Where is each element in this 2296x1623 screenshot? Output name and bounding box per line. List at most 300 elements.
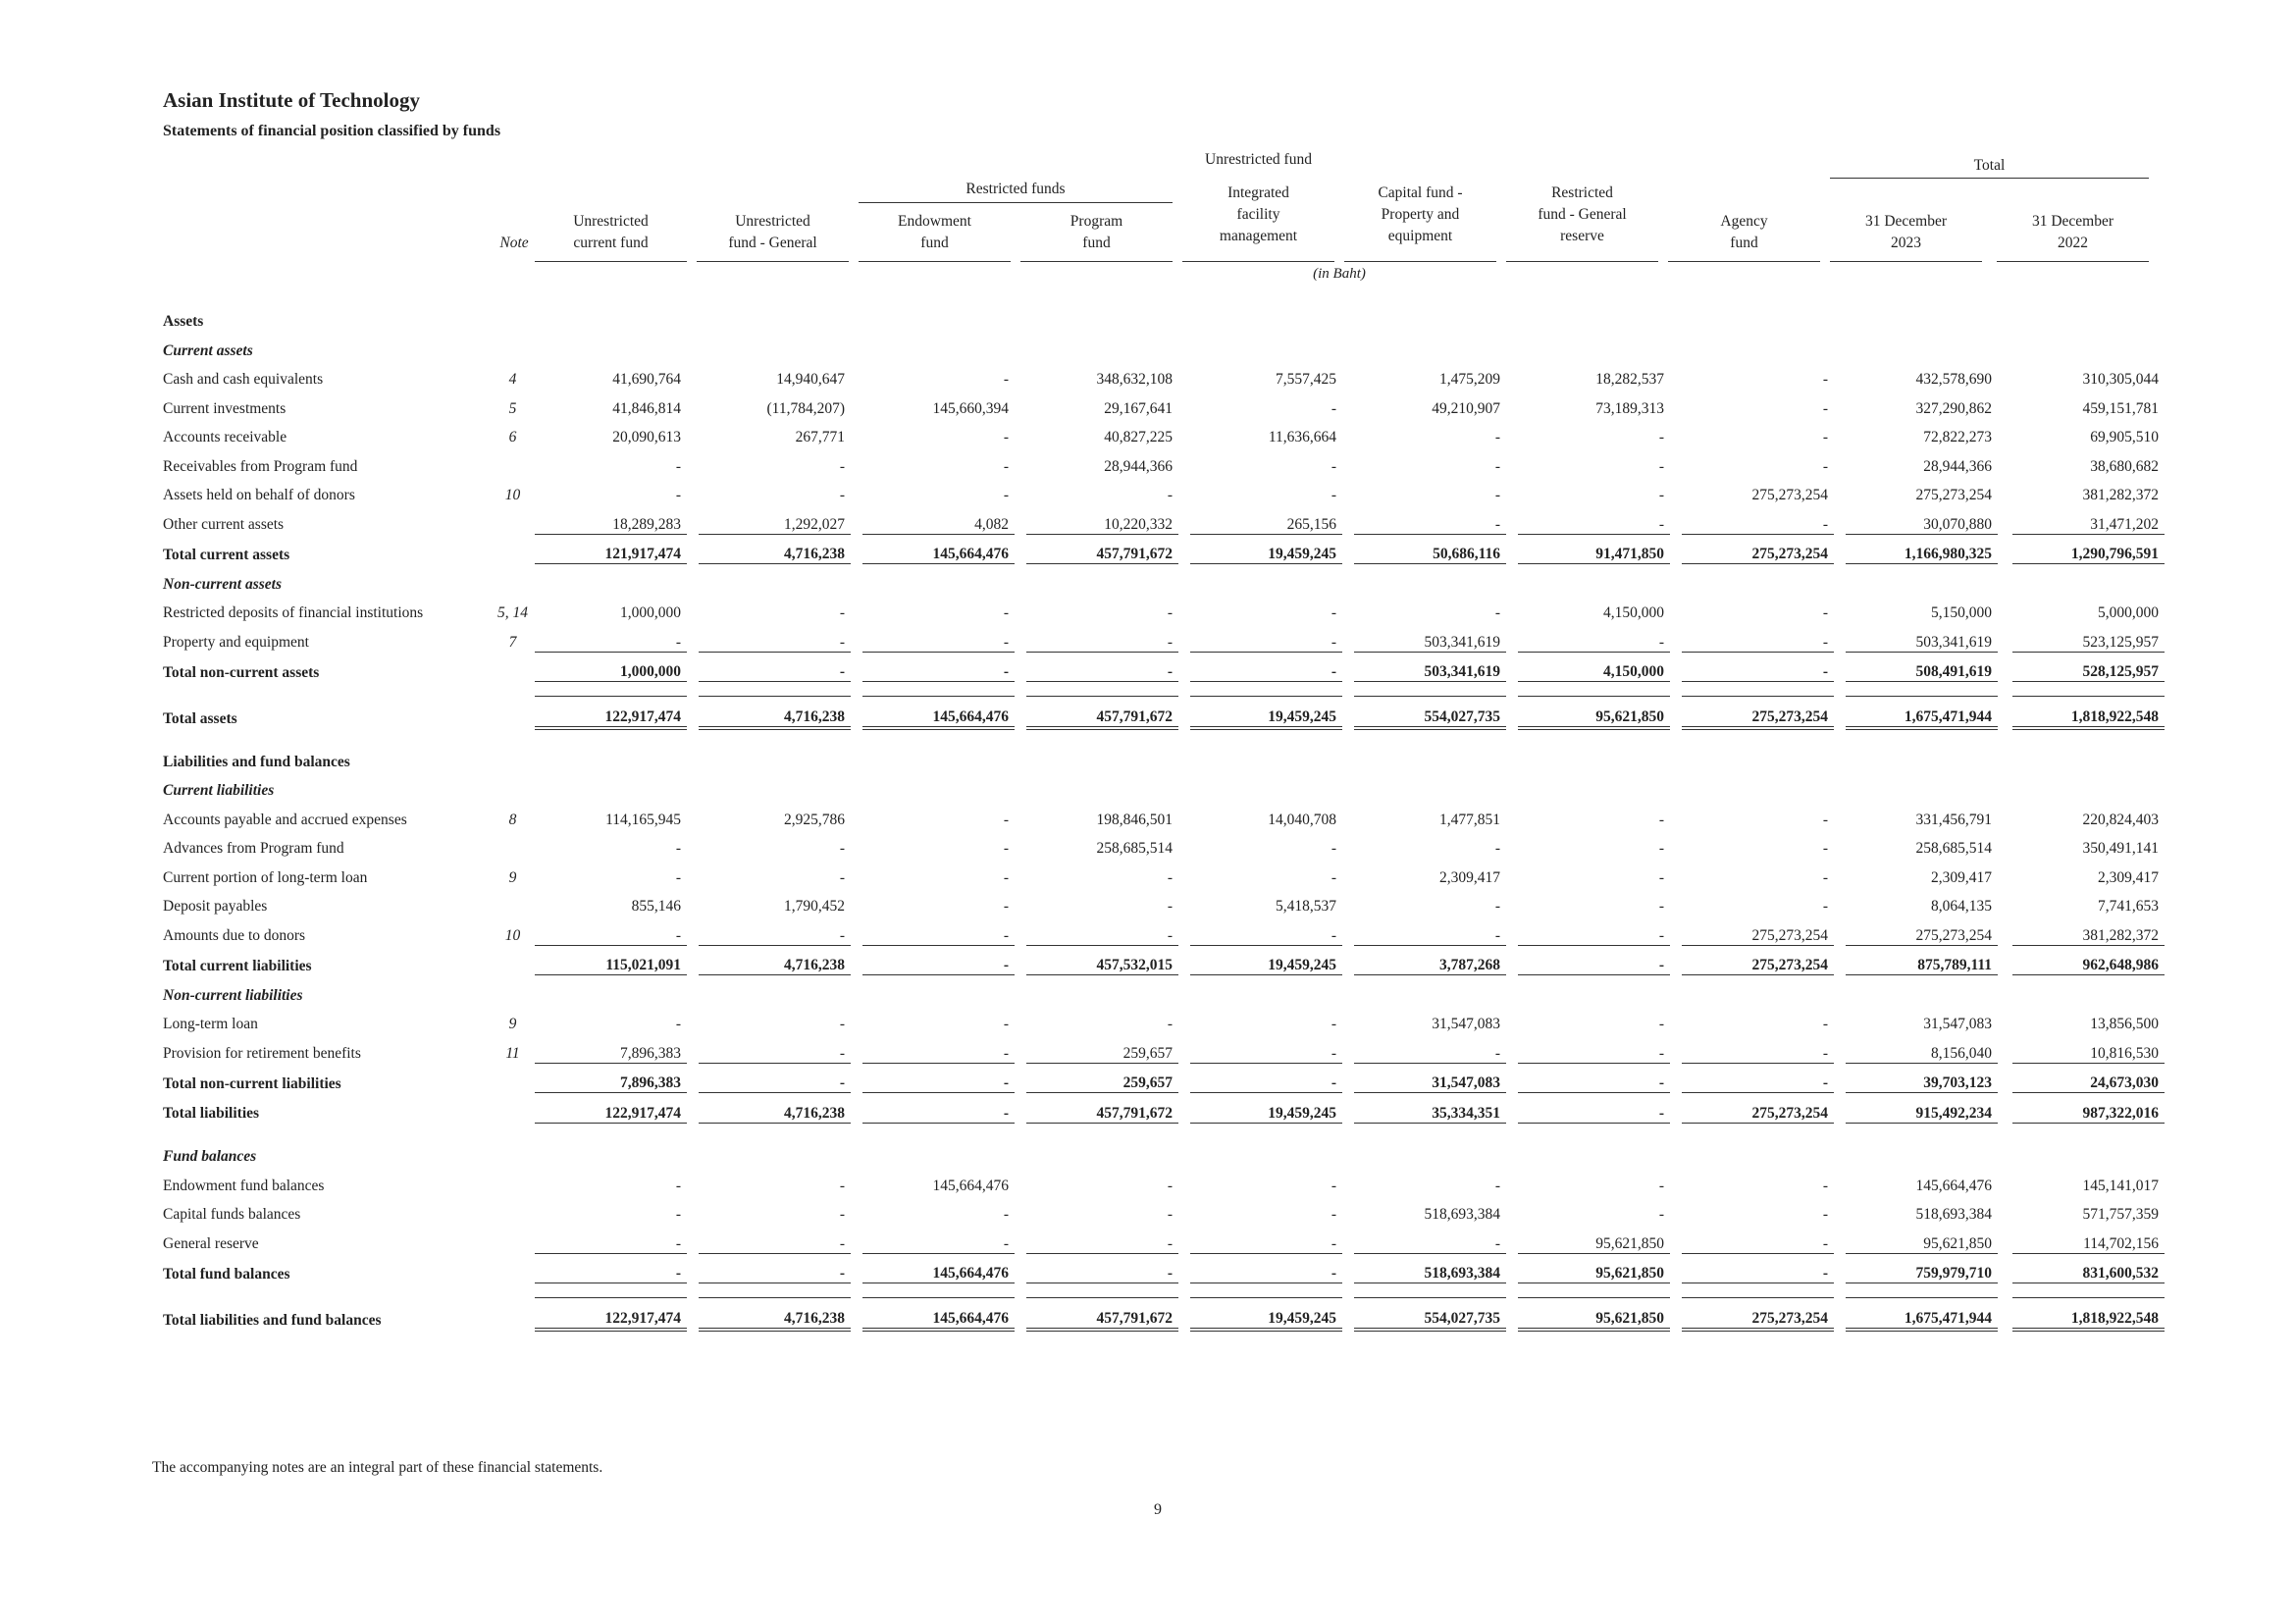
column-gap — [1670, 389, 1682, 418]
col-total-2023-header: 31 December 2023 — [1864, 213, 1948, 251]
cell-value: - — [1822, 604, 1828, 621]
cell-value: 457,791,672 — [1026, 534, 1178, 564]
column-gap — [1834, 446, 1846, 476]
table-row — [157, 858, 2165, 887]
cell-value: 122,917,474 — [535, 1093, 687, 1124]
row-label: Provision for retirement benefits — [163, 1045, 361, 1062]
column-gap — [1834, 594, 1846, 623]
cell-value: 10,220,332 — [1104, 515, 1173, 533]
cell-value: 38,680,682 — [2090, 457, 2159, 475]
cell-value: 275,273,254 — [1682, 1093, 1834, 1124]
column-gap — [1998, 534, 2012, 564]
cell-value: - — [675, 1206, 681, 1223]
row-label: Total assets — [163, 709, 237, 727]
column-gap — [1670, 652, 1682, 682]
cell-value: - — [1003, 1234, 1009, 1252]
col-header-rule — [1020, 261, 1173, 262]
cell-value: - — [675, 633, 681, 651]
cell-value: - — [839, 1234, 845, 1252]
cell-value: - — [1003, 840, 1009, 857]
cell-value: 69,905,510 — [2090, 429, 2159, 445]
cell-value: - — [1658, 926, 1664, 944]
cell-value: - — [675, 487, 681, 503]
col-header-rule — [535, 261, 687, 262]
cell-value: - — [1658, 898, 1664, 915]
row-label: General reserve — [163, 1235, 259, 1252]
column-gap — [851, 1033, 862, 1063]
cell-value: 523,125,957 — [2082, 633, 2159, 651]
row-label: Total current liabilities — [163, 957, 312, 974]
cell-value: - — [1331, 487, 1336, 503]
table-row — [157, 800, 2165, 829]
cell-value: 259,657 — [1026, 1063, 1178, 1093]
cell-value: - — [535, 1253, 687, 1283]
cell-value: - — [1822, 1206, 1828, 1223]
cell-value: - — [1658, 1206, 1664, 1223]
column-gap — [1834, 1298, 1846, 1330]
column-gap — [1178, 1166, 1190, 1195]
cell-value: 265,156 — [1286, 515, 1336, 533]
note-ref: 10 — [504, 927, 521, 944]
column-gap — [1506, 622, 1518, 652]
total-group-header: Total — [1973, 157, 2006, 174]
cell-value: - — [1003, 604, 1009, 621]
column-gap — [1178, 622, 1190, 652]
cell-value: - — [1190, 1063, 1342, 1093]
column-gap — [1506, 446, 1518, 476]
column-gap — [1015, 594, 1026, 623]
column-gap — [1342, 800, 1354, 829]
column-gap — [1834, 887, 1846, 916]
cell-value: 18,289,283 — [612, 515, 681, 533]
cell-value: - — [675, 457, 681, 475]
column-gap — [1178, 446, 1190, 476]
restricted-funds-group-rule — [859, 202, 1173, 203]
column-gap — [1998, 800, 2012, 829]
cell-value: 2,309,417 — [2098, 868, 2159, 886]
column-gap — [1178, 476, 1190, 505]
col-capital-fund-header: Capital fund - Property and equipment — [1378, 184, 1463, 244]
col-agency-fund-header: Agency fund — [1720, 213, 1768, 251]
cell-value: 114,702,156 — [2083, 1234, 2159, 1252]
col-unrestricted-general-header: Unrestricted fund - General — [728, 213, 817, 251]
column-gap — [1342, 1033, 1354, 1063]
column-gap — [1342, 829, 1354, 859]
note-column-header: Note — [499, 235, 529, 251]
cell-value: 518,693,384 — [1354, 1253, 1506, 1283]
column-gap — [1998, 829, 2012, 859]
row-label: Capital funds balances — [163, 1206, 301, 1223]
table-row — [157, 476, 2165, 505]
cell-value: - — [1518, 1093, 1670, 1124]
cell-value: 457,791,672 — [1026, 697, 1178, 728]
cell-value: - — [862, 945, 1015, 975]
cell-value: - — [1682, 1063, 1834, 1093]
column-gap — [1342, 652, 1354, 682]
cell-value: - — [1003, 926, 1009, 944]
cell-value: - — [675, 1016, 681, 1032]
col-total-2022-header: 31 December 2022 — [2031, 213, 2114, 251]
cell-value: - — [1003, 429, 1009, 445]
col-integrated-facility-header: Integrated facility management — [1219, 184, 1298, 244]
cell-value: 40,827,225 — [1104, 429, 1173, 445]
column-gap — [1834, 476, 1846, 505]
cell-value: 528,125,957 — [2012, 652, 2165, 682]
cell-value: - — [839, 868, 845, 886]
column-gap — [1178, 1195, 1190, 1225]
cell-value: 72,822,273 — [1923, 429, 1992, 445]
row-label: Fund balances — [163, 1148, 257, 1165]
column-gap — [851, 360, 862, 390]
column-gap — [1834, 534, 1846, 564]
cell-value: - — [1822, 811, 1828, 828]
cell-value: - — [839, 633, 845, 651]
column-gap — [1178, 916, 1190, 945]
column-gap — [1178, 594, 1190, 623]
column-gap — [1342, 389, 1354, 418]
column-gap — [1015, 800, 1026, 829]
column-gap — [1178, 829, 1190, 859]
cell-value: - — [699, 652, 851, 682]
column-gap — [1015, 534, 1026, 564]
row-label: Non-current liabilities — [163, 986, 303, 1004]
table-row — [157, 594, 2165, 623]
column-gap — [687, 446, 699, 476]
report-title: Asian Institute of Technology — [163, 88, 420, 112]
column-gap — [1342, 622, 1354, 652]
note-ref — [491, 1063, 535, 1093]
column-gap — [1670, 916, 1682, 945]
column-gap — [1178, 1063, 1190, 1093]
cell-value: 7,896,383 — [535, 1063, 687, 1093]
cell-value: - — [862, 1063, 1015, 1093]
column-gap — [687, 652, 699, 682]
cell-value: 267,771 — [795, 429, 845, 445]
column-gap — [1834, 652, 1846, 682]
currency-unit-label: (in Baht) — [1313, 266, 1366, 282]
cell-value: - — [1822, 515, 1828, 533]
column-gap — [1015, 1253, 1026, 1283]
cell-value: 7,741,653 — [2098, 898, 2159, 915]
column-gap — [1998, 476, 2012, 505]
column-gap — [1506, 1298, 1518, 1330]
note-ref: 9 — [508, 868, 517, 886]
row-label: Deposit payables — [163, 898, 268, 915]
cell-value: 381,282,372 — [2082, 487, 2159, 503]
cell-value: - — [1494, 926, 1500, 944]
cell-value: - — [1331, 1206, 1336, 1223]
column-gap — [1670, 945, 1682, 975]
cell-value: 275,273,254 — [1751, 487, 1828, 503]
column-gap — [1998, 1224, 2012, 1253]
cell-value: 95,621,850 — [1518, 1298, 1670, 1330]
cell-value: 24,673,030 — [2012, 1063, 2165, 1093]
column-gap — [1998, 1093, 2012, 1124]
cell-value: - — [1003, 1206, 1009, 1223]
cell-value: - — [1494, 1177, 1500, 1194]
column-gap — [1834, 622, 1846, 652]
cell-value: 327,290,862 — [1915, 399, 1992, 417]
cell-value: - — [839, 840, 845, 857]
column-gap — [1178, 858, 1190, 887]
column-gap — [1670, 1298, 1682, 1330]
column-gap — [687, 360, 699, 390]
cell-value: 1,818,922,548 — [2012, 697, 2165, 728]
cell-value: - — [675, 840, 681, 857]
subsection-heading-row — [157, 564, 2165, 594]
cell-value: 5,418,537 — [1276, 898, 1336, 915]
report-subtitle: Statements of financial position classified by funds — [163, 123, 501, 139]
cell-value: - — [1331, 1234, 1336, 1252]
table-row — [157, 446, 2165, 476]
cell-value: - — [1658, 515, 1664, 533]
cell-value: - — [1658, 633, 1664, 651]
cell-value: 275,273,254 — [1915, 487, 1992, 503]
column-gap — [851, 1166, 862, 1195]
table-row — [157, 504, 2165, 534]
cell-value: 145,664,476 — [862, 1253, 1015, 1283]
cell-value: 503,341,619 — [1424, 633, 1500, 651]
cell-value: 4,716,238 — [699, 1093, 851, 1124]
cell-value: 554,027,735 — [1354, 1298, 1506, 1330]
cell-value: - — [1494, 487, 1500, 503]
cell-value: 95,621,850 — [1923, 1234, 1992, 1252]
column-gap — [687, 887, 699, 916]
cell-value: - — [1822, 898, 1828, 915]
cell-value: - — [699, 1063, 851, 1093]
col-header-rule — [697, 261, 849, 262]
column-gap — [1670, 858, 1682, 887]
cell-value: 7,557,425 — [1276, 371, 1336, 388]
cell-value: - — [1658, 840, 1664, 857]
note-ref: 10 — [504, 487, 521, 503]
footnote: The accompanying notes are an integral part of these financial statements. — [152, 1459, 603, 1476]
cell-value: - — [1822, 840, 1828, 857]
column-gap — [1178, 1033, 1190, 1063]
table-row — [157, 1005, 2165, 1034]
cell-value: - — [1494, 898, 1500, 915]
cell-value: - — [1682, 1253, 1834, 1283]
cell-value: 1,290,796,591 — [2012, 534, 2165, 564]
cell-value: 432,578,690 — [1915, 371, 1992, 388]
cell-value: 198,846,501 — [1096, 811, 1173, 828]
column-gap — [1178, 360, 1190, 390]
table-row — [157, 829, 2165, 859]
table-row — [157, 887, 2165, 916]
cell-value: 14,940,647 — [776, 371, 845, 388]
note-ref: 6 — [508, 429, 517, 445]
cell-value: 1,675,471,944 — [1846, 1298, 1998, 1330]
column-gap — [851, 858, 862, 887]
column-gap — [1670, 829, 1682, 859]
cell-value: - — [1003, 1016, 1009, 1032]
cell-value: 915,492,234 — [1846, 1093, 1998, 1124]
cell-value: - — [1331, 840, 1336, 857]
page-number: 9 — [1154, 1501, 1162, 1518]
column-gap — [1506, 800, 1518, 829]
column-gap — [687, 1093, 699, 1124]
cell-value: 8,156,040 — [1931, 1044, 1992, 1062]
cell-value: 8,064,135 — [1931, 898, 1992, 915]
row-label: Assets — [163, 313, 204, 330]
cell-value: - — [1003, 868, 1009, 886]
cell-value: 28,944,366 — [1104, 457, 1173, 475]
cell-value: - — [1494, 515, 1500, 533]
row-label: Current portion of long-term loan — [163, 868, 368, 886]
cell-value: 4,716,238 — [699, 945, 851, 975]
column-gap — [1342, 1093, 1354, 1124]
cell-value: - — [839, 1206, 845, 1223]
cell-value: - — [1167, 1016, 1173, 1032]
total-row — [157, 534, 2165, 564]
cell-value: - — [1494, 840, 1500, 857]
cell-value: - — [1331, 1044, 1336, 1062]
cell-value: 19,459,245 — [1190, 1298, 1342, 1330]
column-gap — [851, 1253, 862, 1283]
cell-value: - — [1167, 1206, 1173, 1223]
column-gap — [1178, 534, 1190, 564]
column-gap — [687, 1063, 699, 1093]
cell-value: 19,459,245 — [1190, 1093, 1342, 1124]
column-gap — [1178, 1298, 1190, 1330]
row-label: Endowment fund balances — [163, 1177, 325, 1194]
note-ref — [491, 829, 535, 859]
column-gap — [1506, 1005, 1518, 1034]
cell-value: - — [839, 457, 845, 475]
cell-value: 1,000,000 — [620, 604, 681, 621]
column-gap — [1834, 916, 1846, 945]
cell-value: 275,273,254 — [1682, 1298, 1834, 1330]
cell-value: - — [1331, 457, 1336, 475]
cell-value: - — [1822, 1016, 1828, 1032]
cell-value: 31,471,202 — [2090, 515, 2159, 533]
column-gap — [1342, 916, 1354, 945]
column-gap — [851, 504, 862, 534]
cell-value: 2,309,417 — [1439, 868, 1500, 886]
column-gap — [851, 945, 862, 975]
cell-value: 457,791,672 — [1026, 1093, 1178, 1124]
cell-value: 19,459,245 — [1190, 697, 1342, 728]
column-gap — [1342, 418, 1354, 447]
cell-value: 275,273,254 — [1915, 926, 1992, 944]
column-gap — [851, 446, 862, 476]
column-gap — [687, 1005, 699, 1034]
restricted-funds-group-header: Restricted funds — [965, 181, 1066, 197]
column-gap — [1998, 652, 2012, 682]
column-gap — [1834, 504, 1846, 534]
column-gap — [851, 1298, 862, 1330]
cell-value: 4,150,000 — [1603, 604, 1664, 621]
column-gap — [1670, 1166, 1682, 1195]
cell-value: 145,664,476 — [862, 697, 1015, 728]
cell-value: 1,292,027 — [784, 515, 845, 533]
column-gap — [1178, 697, 1190, 728]
column-gap — [851, 594, 862, 623]
note-ref: 9 — [508, 1016, 517, 1032]
column-gap — [1998, 916, 2012, 945]
column-gap — [851, 916, 862, 945]
column-gap — [1998, 622, 2012, 652]
cell-value: - — [1331, 1016, 1336, 1032]
row-label: Receivables from Program fund — [163, 457, 358, 475]
column-gap — [687, 389, 699, 418]
cell-value: 73,189,313 — [1595, 399, 1664, 417]
cell-value: - — [1658, 811, 1664, 828]
cell-value: - — [1822, 429, 1828, 445]
column-gap — [1015, 1298, 1026, 1330]
cell-value: - — [1003, 1044, 1009, 1062]
cell-value: 121,917,474 — [535, 534, 687, 564]
financial-position-table — [157, 289, 2165, 1332]
cell-value: 29,167,641 — [1104, 399, 1173, 417]
column-gap — [1670, 534, 1682, 564]
cell-value: - — [1494, 1044, 1500, 1062]
cell-value: - — [1494, 1234, 1500, 1252]
column-gap — [851, 697, 862, 728]
cell-value: - — [1822, 1044, 1828, 1062]
table-row — [157, 1166, 2165, 1195]
cell-value: 3,787,268 — [1354, 945, 1506, 975]
note-ref — [491, 652, 535, 682]
cell-value: 19,459,245 — [1190, 945, 1342, 975]
cell-value: 503,341,619 — [1915, 633, 1992, 651]
column-gap — [1506, 1195, 1518, 1225]
cell-value: - — [1190, 652, 1342, 682]
column-gap — [1834, 1253, 1846, 1283]
table-row — [157, 389, 2165, 418]
column-gap — [1178, 1005, 1190, 1034]
column-gap — [1342, 1298, 1354, 1330]
row-label: Restricted deposits of financial institutions — [163, 604, 424, 621]
column-gap — [1178, 800, 1190, 829]
column-gap — [1342, 476, 1354, 505]
column-gap — [687, 858, 699, 887]
note-ref: 8 — [508, 811, 517, 828]
column-gap — [1015, 858, 1026, 887]
cell-value: - — [1167, 868, 1173, 886]
column-gap — [1998, 446, 2012, 476]
cell-value: - — [1518, 945, 1670, 975]
cell-value: - — [1190, 1253, 1342, 1283]
column-gap — [1998, 1195, 2012, 1225]
column-gap — [687, 622, 699, 652]
column-gap — [1015, 945, 1026, 975]
row-label: Total liabilities and fund balances — [163, 1311, 382, 1329]
column-gap — [851, 534, 862, 564]
column-gap — [1178, 887, 1190, 916]
cell-value: - — [839, 487, 845, 503]
cell-value: 4,716,238 — [699, 697, 851, 728]
column-gap — [851, 1224, 862, 1253]
column-gap — [1998, 389, 2012, 418]
column-gap — [687, 916, 699, 945]
cell-value: 5,000,000 — [2098, 604, 2159, 621]
column-gap — [1834, 1005, 1846, 1034]
cell-value: - — [1331, 399, 1336, 417]
column-gap — [1998, 418, 2012, 447]
column-gap — [687, 534, 699, 564]
cell-value: 518,693,384 — [1915, 1206, 1992, 1223]
cell-value: - — [1822, 371, 1828, 388]
column-gap — [1670, 887, 1682, 916]
cell-value: - — [1331, 604, 1336, 621]
cell-value: - — [1494, 429, 1500, 445]
column-gap — [1998, 1253, 2012, 1283]
cell-value: 275,273,254 — [1682, 945, 1834, 975]
column-gap — [1342, 945, 1354, 975]
cell-value: 28,944,366 — [1923, 457, 1992, 475]
note-ref — [491, 697, 535, 728]
